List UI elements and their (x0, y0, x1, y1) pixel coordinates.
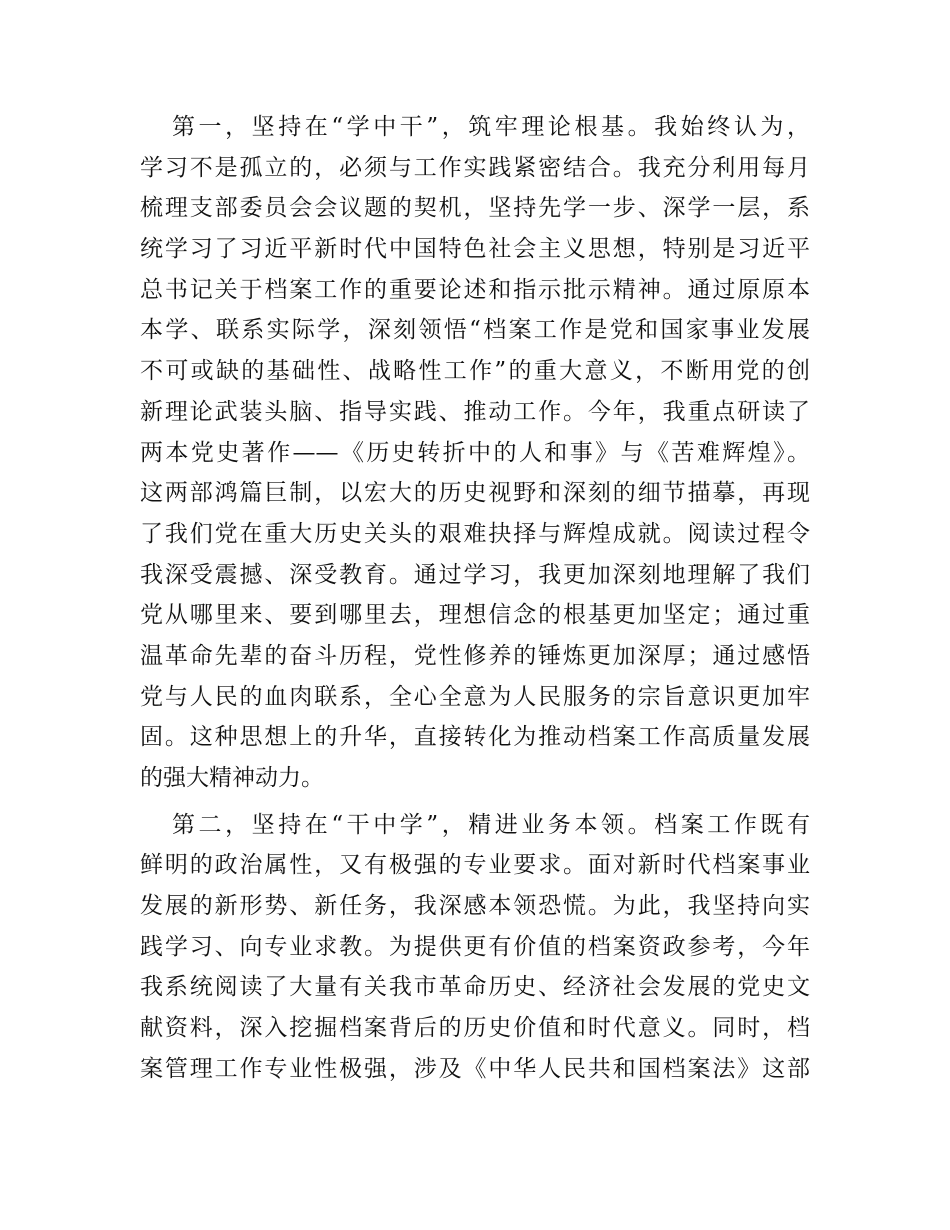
paragraph-line: 践学习、向专业求教。为提供更有价值的档案资政参考，今年 (140, 933, 810, 960)
paragraph-line: 献资料，深入挖掘档案背后的历史价值和时代意义。同时，档 (140, 1015, 810, 1042)
paragraph-line: 这两部鸿篇巨制，以宏大的历史视野和深刻的细节描摹，再现 (140, 480, 810, 507)
paragraph-line: 第一，坚持在“学中干”，筑牢理论根基。我始终认为， (172, 114, 810, 140)
paragraph-line: 党从哪里来、要到哪里去，理想信念的根基更加坚定；通过重 (140, 602, 810, 629)
paragraph-line: 温革命先辈的奋斗历程，党性修养的锤炼更加深厚；通过感悟 (140, 642, 810, 669)
paragraph-line: 两本党史著作——《历史转折中的人和事》与《苦难辉煌》。 (140, 439, 810, 466)
paragraph-line: 党与人民的血肉联系，全心全意为人民服务的宗旨意识更加牢 (140, 683, 810, 710)
paragraph-line: 梳理支部委员会会议题的契机，坚持先学一步、深学一层，系 (140, 195, 810, 222)
paragraph-2 (140, 805, 810, 1090)
paragraph-line: 学习不是孤立的，必须与工作实践紧密结合。我充分利用每月 (140, 154, 810, 181)
paragraph-line: 总书记关于档案工作的重要论述和指示批示精神。通过原原本 (140, 276, 810, 303)
paragraph-line: 案管理工作专业性极强，涉及《中华人民共和国档案法》这部 (140, 1055, 810, 1082)
paragraph-1 (140, 107, 810, 799)
paragraph-line: 了我们党在重大历史关头的艰难抉择与辉煌成就。阅读过程令 (140, 520, 810, 547)
paragraph-line: 不可或缺的基础性、战略性工作”的重大意义，不断用党的创 (140, 358, 810, 385)
paragraph-line: 我系统阅读了大量有关我市革命历史、经济社会发展的党史文 (140, 974, 810, 1001)
paragraph-line: 固。这种思想上的升华，直接转化为推动档案工作高质量发展 (140, 724, 810, 751)
paragraph-line: 本学、联系实际学，深刻领悟“档案工作是党和国家事业发展 (140, 317, 810, 344)
paragraph-line: 我深受震撼、深受教育。通过学习，我更加深刻地理解了我们 (140, 561, 810, 588)
paragraph-line: 统学习了习近平新时代中国特色社会主义思想，特别是习近平 (140, 236, 810, 263)
document-page (140, 107, 810, 1090)
paragraph-line: 新理论武装头脑、指导实践、推动工作。今年，我重点研读了 (140, 398, 810, 425)
paragraph-line: 第二，坚持在“干中学”，精进业务本领。档案工作既有 (172, 811, 810, 838)
paragraph-line: 的强大精神动力。 (140, 765, 324, 791)
paragraph-line: 发展的新形势、新任务，我深感本领恐慌。为此，我坚持向实 (140, 893, 810, 920)
paragraph-line: 鲜明的政治属性，又有极强的专业要求。面对新时代档案事业 (140, 852, 810, 879)
